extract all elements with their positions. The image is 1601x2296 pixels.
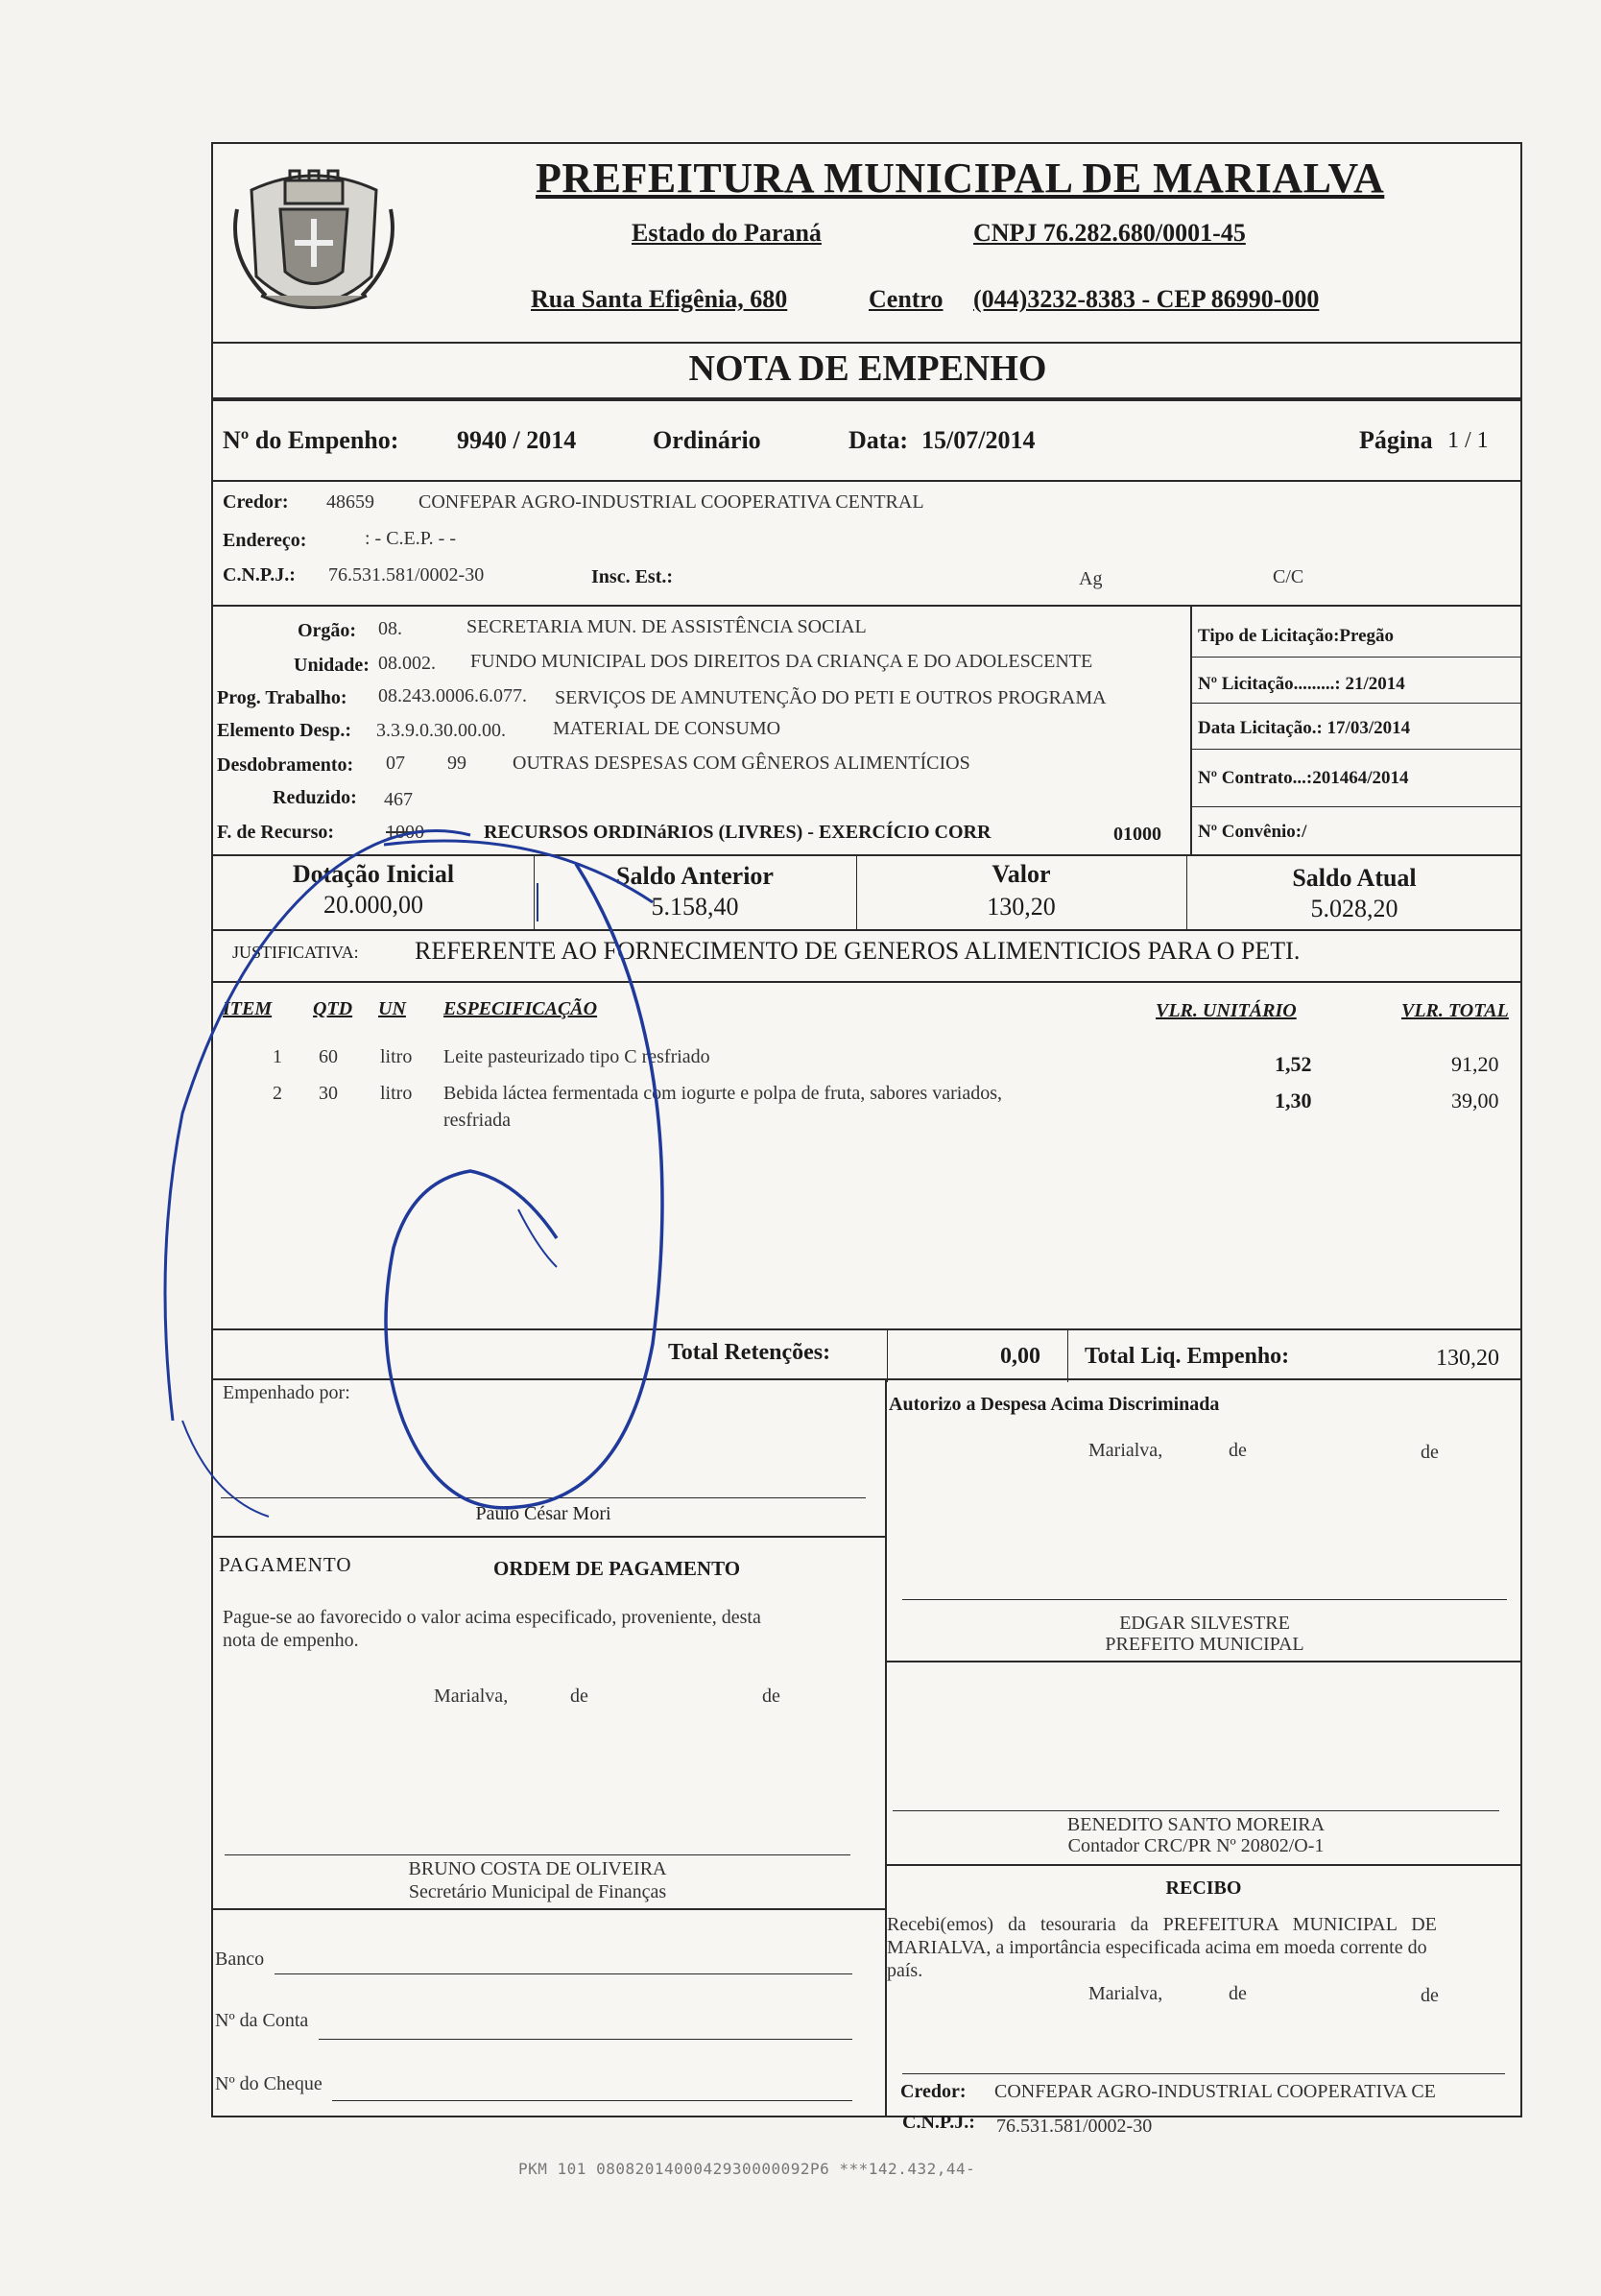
- col-header-vlr-unitario: VLR. UNITÁRIO: [1156, 1000, 1297, 1021]
- recibo-credor-label: Credor:: [900, 2081, 967, 2102]
- pagamento-de2: de: [762, 1686, 780, 1707]
- secretario-title: Secretário Municipal de Finanças: [408, 1881, 667, 1902]
- autorizo-city: Marialva,: [1088, 1440, 1163, 1461]
- divider: [1190, 605, 1192, 856]
- credor-label: Credor:: [223, 491, 289, 513]
- pagamento-text-1: Pague-se ao favorecido o valor acima especificado, proveniente, desta: [223, 1607, 761, 1628]
- saldo-atual-value: 5.028,20: [1310, 895, 1398, 922]
- row-qtd: 30: [319, 1083, 338, 1104]
- row-qtd: 60: [319, 1046, 338, 1067]
- divider: [1190, 657, 1522, 658]
- row-spec-cont: resfriada: [443, 1110, 511, 1131]
- row-item: 1: [273, 1046, 282, 1067]
- saldo-anterior-label: Saldo Anterior: [616, 862, 774, 890]
- orgao-label: Orgão:: [298, 620, 357, 641]
- desdobramento-label: Desdobramento:: [217, 754, 354, 776]
- secretario-name: BRUNO COSTA DE OLIVEIRA: [408, 1858, 667, 1879]
- recurso-code: 1000: [386, 822, 424, 843]
- banco-label: Banco: [215, 1949, 265, 1970]
- credor-code: 48659: [326, 491, 374, 513]
- banco-field[interactable]: [275, 1973, 852, 1974]
- empenho-type: Ordinário: [653, 426, 761, 454]
- recibo-credor: CONFEPAR AGRO-INDUSTRIAL COOPERATIVA CE: [994, 2081, 1436, 2102]
- page-title: PREFEITURA MUNICIPAL DE MARIALVA: [536, 155, 1385, 202]
- recibo-line-2: MARIALVA, a importância especificada acima em moeda corrente do: [887, 1937, 1427, 1958]
- document-title: NOTA DE EMPENHO: [688, 348, 1047, 389]
- credor-cnpj: 76.531.581/0002-30: [328, 564, 485, 586]
- credor-name: CONFEPAR AGRO-INDUSTRIAL COOPERATIVA CENTRAL: [418, 491, 924, 513]
- barcode-text: PKM 101 0808201400042930000092P6 ***142.432,44-: [518, 2160, 976, 2178]
- page-number: 1 / 1: [1447, 428, 1489, 453]
- contrato-number: Nº Contrato...:201464/2014: [1198, 768, 1409, 788]
- insc-est-label: Insc. Est.:: [591, 566, 674, 587]
- recibo-de2: de: [1421, 1985, 1439, 2006]
- recibo-title: RECIBO: [1165, 1877, 1242, 1899]
- prefeito-title: PREFEITO MUNICIPAL: [1105, 1634, 1304, 1655]
- recibo-line-3: país.: [887, 1960, 923, 1981]
- col-header-especificacao: ESPECIFICAÇÃO: [443, 998, 598, 1019]
- credor-address: : - C.E.P. - -: [365, 528, 456, 549]
- divider: [885, 1864, 1522, 1866]
- credor-address-label: Endereço:: [223, 530, 307, 551]
- header-cnpj: CNPJ 76.282.680/0001-45: [973, 219, 1246, 247]
- divider: [885, 1661, 1522, 1662]
- empenhado-por-label: Empenhado por:: [223, 1382, 350, 1403]
- divider: [1190, 806, 1522, 807]
- divider: [213, 605, 1522, 607]
- saldo-anterior-value: 5.158,40: [651, 893, 739, 921]
- pagamento-label: PAGAMENTO: [219, 1553, 352, 1576]
- page-label: Página: [1359, 426, 1433, 454]
- divider: [213, 1908, 885, 1910]
- cc-label: C/C: [1273, 566, 1304, 587]
- divider: [1190, 749, 1522, 750]
- empenho-number: 9940 / 2014: [457, 426, 577, 454]
- autorizo-de1: de: [1229, 1440, 1247, 1461]
- cheque-label: Nº do Cheque: [215, 2073, 323, 2094]
- divider: [213, 1536, 885, 1538]
- row-un: litro: [380, 1046, 413, 1067]
- row-total: 39,00: [1451, 1088, 1499, 1112]
- prefeito-name: EDGAR SILVESTRE: [1119, 1613, 1290, 1634]
- retencoes-value: 0,00: [1000, 1344, 1040, 1369]
- header-phone-cep: (044)3232-8383 - CEP 86990-000: [973, 285, 1320, 313]
- elemento-label: Elemento Desp.:: [217, 720, 351, 741]
- row-spec: Leite pasteurizado tipo C resfriado: [443, 1046, 710, 1067]
- col-header-qtd: QTD: [313, 998, 353, 1019]
- unidade-name: FUNDO MUNICIPAL DOS DIREITOS DA CRIANÇA E DO ADOLESCENTE: [470, 651, 1093, 672]
- header-address: Rua Santa Efigênia, 680: [531, 285, 788, 313]
- elemento-code: 3.3.9.0.30.00.00.: [376, 720, 506, 741]
- divider: [1190, 703, 1522, 704]
- ordem-pagamento-label: ORDEM DE PAGAMENTO: [493, 1557, 741, 1580]
- divider: [885, 1378, 887, 2117]
- coat-of-arms-logo: [223, 152, 405, 334]
- col-header-un: UN: [378, 998, 406, 1019]
- recibo-city: Marialva,: [1088, 1983, 1163, 2004]
- handwritten-pen-mark: [154, 806, 710, 1536]
- recibo-de1: de: [1229, 1983, 1247, 2004]
- empenho-date-label: Data:: [848, 426, 909, 454]
- desdobramento-name: OUTRAS DESPESAS COM GÊNEROS ALIMENTÍCIOS: [513, 753, 970, 774]
- retencoes-label: Total Retenções:: [668, 1340, 831, 1365]
- divider: [213, 397, 1522, 401]
- pagamento-de1: de: [570, 1686, 588, 1707]
- orgao-code: 08.: [378, 618, 402, 639]
- prog-trabalho-label: Prog. Trabalho:: [217, 687, 347, 708]
- recibo-cnpj: 76.531.581/0002-30: [996, 2116, 1153, 2137]
- empenho-date: 15/07/2014: [921, 426, 1036, 454]
- reduzido-label: Reduzido:: [273, 787, 357, 808]
- divider: [887, 1328, 888, 1382]
- liq-empenho-value: 130,20: [1436, 1346, 1499, 1371]
- autorizo-label: Autorizo a Despesa Acima Discriminada: [889, 1394, 1220, 1415]
- prog-trabalho-name: SERVIÇOS DE AMNUTENÇÃO DO PETI E OUTROS PROGRAMA: [555, 687, 1107, 708]
- valor-label: Valor: [992, 860, 1051, 888]
- contador-name: BENEDITO SANTO MOREIRA: [1066, 1814, 1326, 1835]
- elemento-name: MATERIAL DE CONSUMO: [553, 718, 781, 739]
- header-district: Centro: [869, 285, 944, 313]
- recurso-name: RECURSOS ORDINáRIOS (LIVRES) - EXERCÍCIO CORR: [484, 822, 992, 843]
- unidade-label: Unidade:: [294, 655, 370, 676]
- desdobramento-code2: 99: [447, 753, 466, 774]
- orgao-name: SECRETARIA MUN. DE ASSISTÊNCIA SOCIAL: [466, 616, 867, 637]
- liq-empenho-label: Total Liq. Empenho:: [1085, 1344, 1290, 1369]
- dotacao-label: Dotação Inicial: [292, 860, 455, 888]
- row-unit-price: 1,52: [1275, 1052, 1312, 1076]
- row-spec: Bebida láctea fermentada com iogurte e polpa de fruta, sabores variados,: [443, 1083, 1002, 1104]
- pagamento-text-2: nota de empenho.: [223, 1630, 359, 1651]
- cheque-field[interactable]: [332, 2100, 852, 2101]
- signature-line: [902, 1599, 1507, 1600]
- licitacao-numero: Nº Licitação.........: 21/2014: [1198, 674, 1405, 694]
- dotacao-value: 20.000,00: [323, 891, 423, 919]
- recurso-num: 01000: [1113, 824, 1161, 845]
- signature-line: [893, 1810, 1499, 1811]
- divider: [213, 342, 1522, 344]
- prog-trabalho-code: 08.243.0006.6.077.: [378, 685, 527, 706]
- recurso-label: F. de Recurso:: [217, 822, 335, 843]
- convenio-number: Nº Convênio:/: [1198, 822, 1307, 842]
- recibo-line-1: Recebi(emos) da tesouraria da PREFEITURA MUNICIPAL DE: [887, 1914, 1437, 1935]
- row-item: 2: [273, 1083, 282, 1104]
- header-state: Estado do Paraná: [632, 219, 822, 247]
- row-unit-price: 1,30: [1275, 1088, 1312, 1112]
- unidade-code: 08.002.: [378, 653, 436, 674]
- credor-cnpj-label: C.N.P.J.:: [223, 564, 296, 586]
- divider: [1067, 1328, 1068, 1382]
- valor-value: 130,20: [987, 893, 1056, 921]
- empenho-number-label: Nº do Empenho:: [223, 426, 399, 454]
- row-total: 91,20: [1451, 1052, 1499, 1076]
- col-header-item: ITEM: [223, 998, 273, 1019]
- reduzido-value: 467: [384, 789, 413, 810]
- autorizo-de2: de: [1421, 1442, 1439, 1463]
- licitacao-data: Data Licitação.: 17/03/2014: [1198, 718, 1411, 738]
- row-un: litro: [380, 1083, 413, 1104]
- saldo-atual-label: Saldo Atual: [1292, 864, 1417, 892]
- divider: [902, 2073, 1505, 2074]
- conta-field[interactable]: [319, 2039, 852, 2040]
- recibo-cnpj-label: C.N.P.J.:: [902, 2112, 975, 2133]
- desdobramento-code1: 07: [386, 753, 405, 774]
- divider: [213, 480, 1522, 482]
- ag-label: Ag: [1079, 568, 1103, 589]
- justificativa-label: JUSTIFICATIVA:: [232, 943, 359, 962]
- conta-label: Nº da Conta: [215, 2010, 309, 2031]
- contador-title: Contador CRC/PR Nº 20802/O-1: [1067, 1835, 1325, 1856]
- empenhado-por-name: Paulo César Mori: [475, 1503, 611, 1524]
- signature-line: [225, 1854, 850, 1855]
- licitacao-tipo: Tipo de Licitação:Pregão: [1198, 626, 1395, 646]
- pagamento-city: Marialva,: [434, 1686, 509, 1707]
- col-header-vlr-total: VLR. TOTAL: [1401, 1000, 1509, 1021]
- justificativa-text: REFERENTE AO FORNECIMENTO DE GENEROS ALIMENTICIOS PARA O PETI.: [415, 937, 1301, 965]
